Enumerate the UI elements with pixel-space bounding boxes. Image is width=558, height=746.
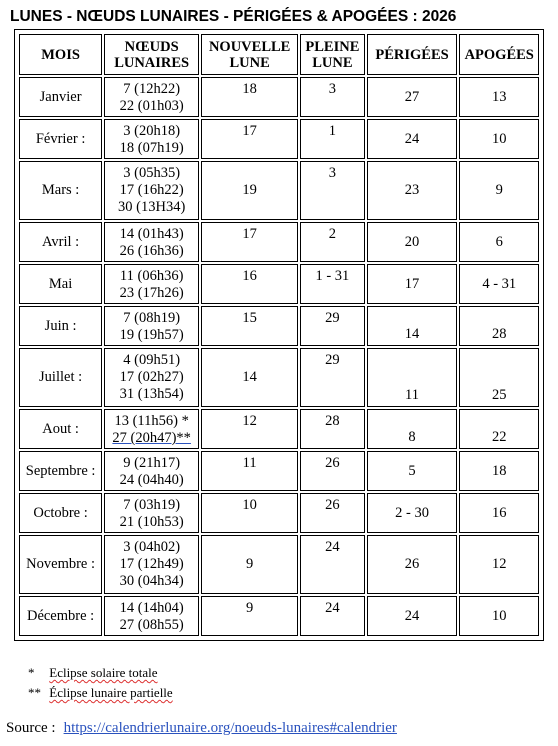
cell-nouvelle-lune: 18	[201, 77, 298, 117]
noeud-entry: 17 (16h22)	[119, 182, 184, 198]
cell-nouvelle-lune: 9	[201, 596, 298, 636]
cell-mois: Aout :	[19, 409, 102, 449]
noeud-entry: 30 (04h34)	[119, 573, 184, 589]
cell-noeuds	[104, 535, 199, 594]
noeud-entry: 24 (04h40)	[119, 472, 184, 488]
cell-pleine-lune: 29	[300, 348, 364, 407]
cell-pleine-lune: 3	[300, 77, 364, 117]
cell-nouvelle-lune: 19	[201, 161, 298, 220]
footnotes	[28, 663, 173, 703]
header-mois: MOIS	[19, 34, 102, 75]
cell-pleine-lune: 29	[300, 306, 364, 346]
cell-perigees: 26	[367, 535, 458, 594]
cell-pleine-lune: 24	[300, 596, 364, 636]
cell-apogees: 22	[459, 409, 539, 449]
header-perigees: PÉRIGÉES	[367, 34, 458, 75]
cell-mois: Octobre :	[19, 493, 102, 533]
noeud-entry: 27 (08h55)	[119, 617, 184, 633]
noeud-entry: 19 (19h57)	[119, 327, 184, 343]
cell-nouvelle-lune: 14	[201, 348, 298, 407]
noeud-entry: 3 (04h02)	[123, 539, 181, 555]
cell-mois: Juillet :	[19, 348, 102, 407]
table-row	[19, 451, 539, 491]
cell-apogees: 16	[459, 493, 539, 533]
cell-nouvelle-lune: 15	[201, 306, 298, 346]
cell-perigees: 17	[367, 264, 458, 304]
cell-pleine-lune: 1	[300, 119, 364, 159]
cell-pleine-lune: 1 - 31	[300, 264, 364, 304]
noeud-entry: 11 (06h36)	[119, 268, 184, 284]
noeud-entry: 3 (05h35)	[123, 165, 181, 181]
table-row	[19, 596, 539, 636]
header-apogees: APOGÉES	[459, 34, 539, 75]
cell-apogees: 10	[459, 119, 539, 159]
header-pleine-lune: PLEINE LUNE	[300, 34, 364, 75]
cell-perigees: 27	[367, 77, 458, 117]
cell-perigees: 23	[367, 161, 458, 220]
cell-apogees: 25	[459, 348, 539, 407]
header-nouvelle-lune: NOUVELLE LUNE	[201, 34, 298, 75]
lunar-table-frame	[14, 29, 544, 641]
cell-apogees: 12	[459, 535, 539, 594]
table-row	[19, 222, 539, 262]
noeud-entry: 17 (02h27)	[119, 369, 184, 385]
table-row	[19, 306, 539, 346]
cell-perigees: 11	[367, 348, 458, 407]
noeud-entry: 21 (10h53)	[119, 514, 184, 530]
source-label: Source :	[6, 720, 56, 736]
cell-mois: Avril :	[19, 222, 102, 262]
footnote-symbol: *	[28, 665, 35, 680]
cell-perigees: 24	[367, 596, 458, 636]
noeud-entry: 14 (14h04)	[119, 600, 184, 616]
source-link[interactable]: https://calendrierlunaire.org/noeuds-lunaires#calendrier	[63, 720, 397, 736]
noeud-entry: 30 (13H34)	[118, 199, 186, 215]
cell-mois: Novembre :	[19, 535, 102, 594]
cell-nouvelle-lune: 11	[201, 451, 298, 491]
cell-apogees: 9	[459, 161, 539, 220]
cell-perigees: 5	[367, 451, 458, 491]
cell-pleine-lune: 24	[300, 535, 364, 594]
footnote-text: Eclipse solaire totale	[49, 665, 158, 680]
noeud-entry: 13 (11h56) *	[114, 413, 189, 429]
cell-perigees: 24	[367, 119, 458, 159]
noeud-entry: 4 (09h51)	[123, 352, 181, 368]
table-row	[19, 493, 539, 533]
cell-noeuds	[104, 161, 199, 220]
cell-perigees: 2 - 30	[367, 493, 458, 533]
cell-pleine-lune: 2	[300, 222, 364, 262]
cell-pleine-lune: 26	[300, 493, 364, 533]
cell-mois: Mars :	[19, 161, 102, 220]
cell-apogees: 13	[459, 77, 539, 117]
table-row	[19, 535, 539, 594]
table-row	[19, 264, 539, 304]
noeud-entry: 26 (16h36)	[119, 243, 184, 259]
cell-mois: Février :	[19, 119, 102, 159]
cell-pleine-lune: 3	[300, 161, 364, 220]
noeud-entry: 17 (12h49)	[119, 556, 184, 572]
table-row	[19, 161, 539, 220]
noeud-entry: 31 (13h54)	[119, 386, 184, 402]
cell-noeuds	[104, 409, 199, 449]
table-row	[19, 409, 539, 449]
footnote-symbol: **	[28, 685, 41, 700]
cell-noeuds	[104, 493, 199, 533]
header-noeuds: NŒUDS LUNAIRES	[104, 34, 199, 75]
table-header-row	[19, 34, 539, 75]
source-line	[6, 720, 397, 737]
table-row	[19, 77, 539, 117]
cell-perigees: 8	[367, 409, 458, 449]
cell-mois: Juin :	[19, 306, 102, 346]
cell-nouvelle-lune: 17	[201, 119, 298, 159]
cell-noeuds	[104, 596, 199, 636]
cell-pleine-lune: 26	[300, 451, 364, 491]
noeud-entry: 23 (17h26)	[119, 285, 184, 301]
cell-noeuds	[104, 306, 199, 346]
table-body	[19, 77, 539, 636]
cell-nouvelle-lune: 12	[201, 409, 298, 449]
noeud-entry: 27 (20h47)**	[112, 430, 191, 446]
noeud-entry: 3 (20h18)	[123, 123, 181, 139]
cell-apogees: 4 - 31	[459, 264, 539, 304]
cell-nouvelle-lune: 9	[201, 535, 298, 594]
cell-noeuds	[104, 119, 199, 159]
cell-pleine-lune: 28	[300, 409, 364, 449]
cell-apogees: 10	[459, 596, 539, 636]
cell-nouvelle-lune: 17	[201, 222, 298, 262]
lunar-table	[17, 32, 541, 638]
noeud-entry: 18 (07h19)	[119, 140, 184, 156]
noeud-entry: 22 (01h03)	[119, 98, 184, 114]
cell-nouvelle-lune: 16	[201, 264, 298, 304]
cell-mois: Janvier	[19, 77, 102, 117]
page-title: LUNES - NŒUDS LUNAIRES - PÉRIGÉES & APOGÉES : 2026	[10, 8, 457, 25]
footnote-item	[28, 683, 173, 703]
noeud-entry: 7 (03h19)	[123, 497, 181, 513]
cell-perigees: 20	[367, 222, 458, 262]
cell-mois: Mai	[19, 264, 102, 304]
noeud-entry: 7 (08h19)	[123, 310, 181, 326]
cell-apogees: 6	[459, 222, 539, 262]
footnote-text: Éclipse lunaire partielle	[49, 685, 173, 700]
cell-mois: Décembre :	[19, 596, 102, 636]
noeud-entry: 9 (21h17)	[123, 455, 181, 471]
cell-nouvelle-lune: 10	[201, 493, 298, 533]
cell-noeuds	[104, 451, 199, 491]
cell-apogees: 18	[459, 451, 539, 491]
table-row	[19, 119, 539, 159]
cell-noeuds	[104, 348, 199, 407]
footnote-item	[28, 663, 173, 683]
table-row	[19, 348, 539, 407]
cell-apogees: 28	[459, 306, 539, 346]
noeud-entry: 7 (12h22)	[123, 81, 181, 97]
cell-perigees: 14	[367, 306, 458, 346]
cell-noeuds	[104, 222, 199, 262]
cell-mois: Septembre :	[19, 451, 102, 491]
cell-noeuds	[104, 77, 199, 117]
noeud-entry: 14 (01h43)	[119, 226, 184, 242]
cell-noeuds	[104, 264, 199, 304]
